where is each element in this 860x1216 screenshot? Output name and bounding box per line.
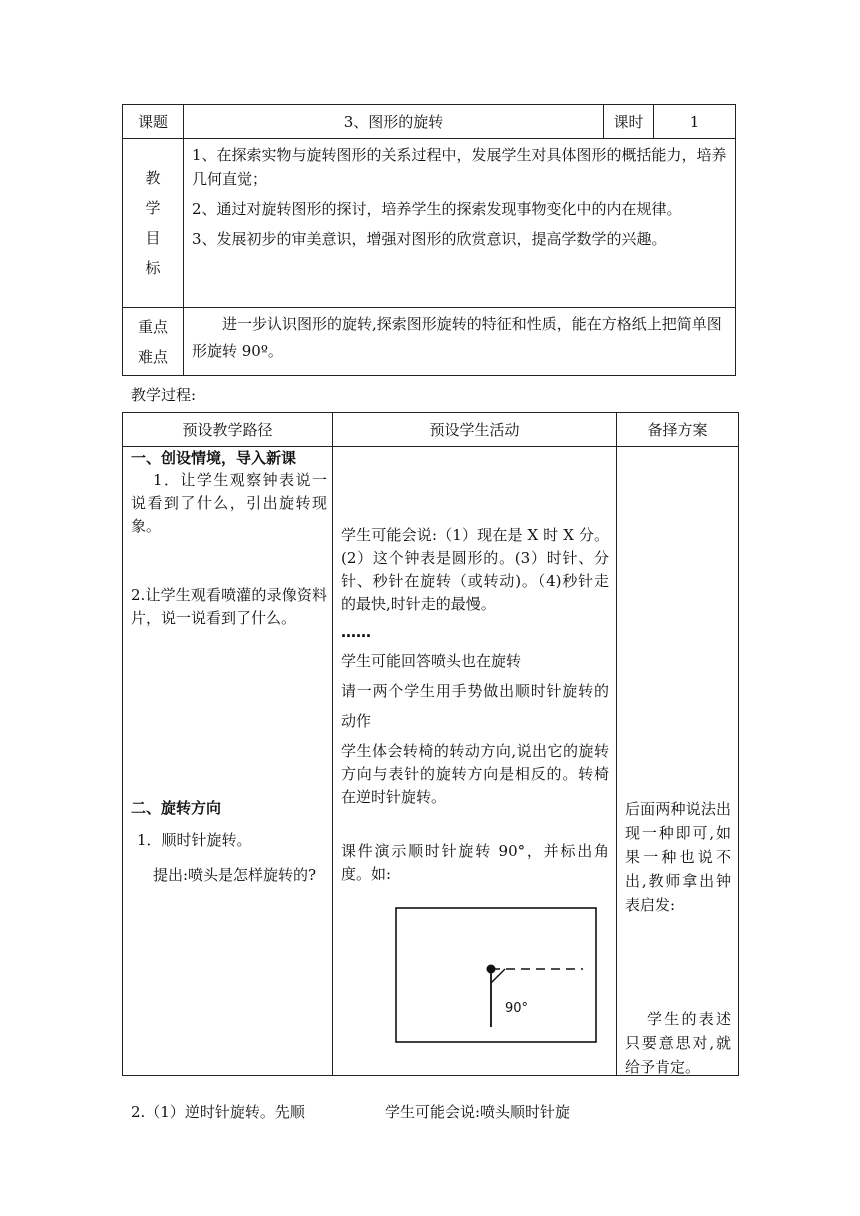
section-2-title: 二、旋转方向 — [131, 799, 222, 817]
objective-item: 2、通过对旋转图形的探讨，培养学生的探索发现事物变化中的内在规律。 — [192, 200, 682, 218]
section-2-item-1: 1．顺时针旋转。 — [137, 831, 252, 849]
student-activity-column — [333, 447, 617, 1121]
periods-label: 课时 — [604, 105, 654, 139]
lesson-info-table — [122, 104, 736, 376]
periods-value: 1 — [654, 105, 736, 139]
objectives-content — [184, 139, 736, 308]
alternative-affirm: 学生的表述只要意思对,就给予肯定。 — [625, 1010, 731, 1076]
objective-item: 3、发展初步的审美意识，增强对图形的欣赏意识，提高学数学的兴趣。 — [192, 230, 667, 248]
activity-ellipsis: …… — [341, 623, 371, 641]
objectives-label: 教 学 目 标 — [123, 139, 184, 308]
activity-clock-answers: 学生可能会说:（1）现在是 X 时 X 分。(2）这个钟表是圆形的。(3）时针、分针、秒针在旋转（或转动)。（4)秒针走的最快,时针走的最慢。 — [341, 526, 609, 613]
activity-gesture: 请一两个学生用手势做出顺时针旋转的动作 — [341, 682, 609, 730]
section-2-item-2: 2.（1）逆时针旋转。先顺 — [131, 1103, 305, 1121]
alternatives-column — [617, 447, 739, 1076]
section-1-item-2: 2.让学生观看喷灌的录像资料片，说一说看到了什么。 — [131, 586, 327, 627]
process-table — [122, 412, 739, 1121]
header-student-activity: 预设学生活动 — [333, 413, 617, 447]
activity-swivel-chair: 学生体会转椅的转动方向,说出它的旋转方向与表针的旋转方向是相反的。转椅在逆时针旋转。 — [341, 742, 609, 806]
figure-angle-label: 90° — [505, 1001, 529, 1016]
activity-sprinkler-answer: 学生可能回答喷头也在旋转 — [341, 652, 522, 670]
header-teaching-path: 预设教学路径 — [123, 413, 333, 447]
teaching-path-column — [123, 447, 333, 1121]
section-1-title: 一、创设情境，导入新课 — [131, 449, 297, 467]
section-2-item-1-question: 提出:喷头是怎样旋转的? — [153, 866, 317, 884]
section-1-item-1: 1．让学生观察钟表说一说看到了什么，引出旋转现象。 — [131, 471, 327, 535]
activity-courseware-demo: 课件演示顺时针旋转 90°，并标出角度。如: — [341, 842, 609, 883]
header-alternatives: 备择方案 — [617, 413, 739, 447]
key-points-label: 重点 难点 — [123, 308, 184, 376]
objective-item: 1、在探索实物与旋转图形的关系过程中，发展学生对具体图形的概括能力，培养几何直觉； — [192, 146, 727, 188]
rotation-90-figure — [391, 903, 601, 1045]
alternative-clock-prompt: 后面两种说法出现一种即可,如果一种也说不出,教师拿出钟表启发: — [625, 800, 731, 914]
figure-rotation-center — [487, 965, 496, 974]
figure-frame — [396, 908, 596, 1042]
activity-sprinkler-clockwise: 学生可能会说:喷头顺时针旋 — [385, 1103, 571, 1121]
topic-value: 3、图形的旋转 — [184, 105, 604, 139]
topic-label: 课题 — [123, 105, 184, 139]
process-label: 教学过程: — [131, 386, 197, 404]
key-points-content: 进一步认识图形的旋转,探索图形旋转的特征和性质，能在方格纸上把简单图形旋转 90º。 — [184, 308, 736, 376]
